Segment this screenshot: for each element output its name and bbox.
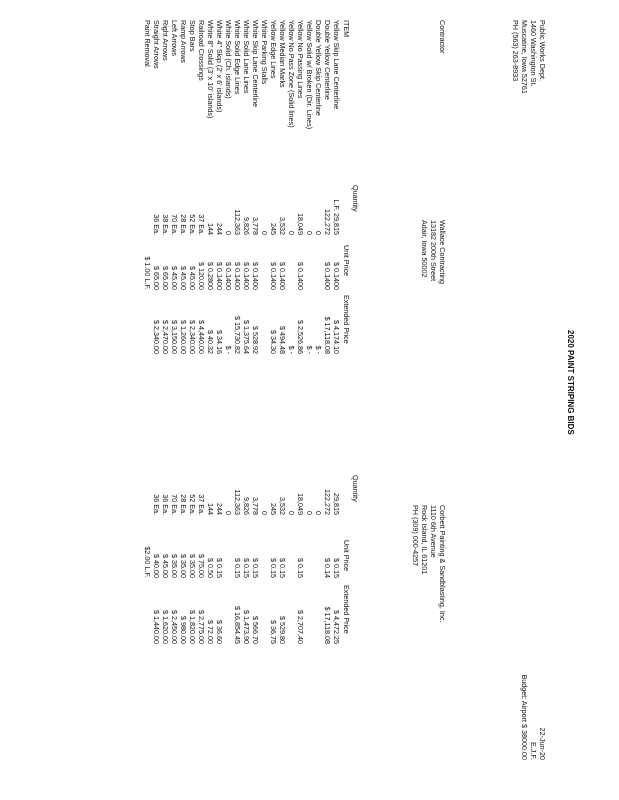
cell-q2: 122,272 xyxy=(323,489,332,515)
cell-up1: $ 0.1400 xyxy=(332,262,341,290)
cell-name: Double Yellow Centerline xyxy=(323,20,332,100)
cell-ep1: $ 34.30 xyxy=(269,330,278,354)
cell-ep2: $ 980.00 xyxy=(179,616,188,644)
agency-line: Muscatine, Iowa 52761 xyxy=(520,20,529,94)
cell-name: Yellow No Pass Zone (Solid lines) xyxy=(287,20,296,128)
cell-name: Yellow Skip Lane Centerline xyxy=(332,20,341,110)
cell-name: White Skip Lane Centerline xyxy=(251,20,260,108)
cell-up2: $ 35.00 xyxy=(188,554,197,578)
header-unit-price-1: Unit Price xyxy=(342,245,351,277)
cell-up1: $ 45.00 xyxy=(170,266,179,290)
cell-q1: 112,363 xyxy=(233,209,242,235)
cell-name: Right Arrows xyxy=(161,20,170,61)
cell-q1: 28 Ea. xyxy=(179,214,188,235)
cell-q1: 36 Ea. xyxy=(152,214,161,235)
cell-q2: 9,826 xyxy=(242,497,251,515)
cell-name: White Solid (Ch. islands) xyxy=(224,20,233,99)
cell-up1: $ 45.00 xyxy=(179,266,188,290)
cell-name: Stop Bars xyxy=(188,20,197,52)
cell-ep1: $ - xyxy=(224,345,233,354)
cell-q2: 52 Ea. xyxy=(188,494,197,515)
cell-ep1: $ 40.32 xyxy=(206,330,215,354)
cell-q2: 36 Ea. xyxy=(152,494,161,515)
table-row xyxy=(188,20,197,660)
cell-name: Paint Removal xyxy=(143,20,152,67)
cell-up1: $ 120.00 xyxy=(197,262,206,290)
agency-line: 1460 Washington St. xyxy=(529,20,538,87)
header-quantity-1: Quantity xyxy=(351,185,360,212)
cell-ep2: $ 1,820.00 xyxy=(188,610,197,644)
cell-ep1: $ 34.16 xyxy=(215,330,224,354)
cell-q2: 36 Ea. xyxy=(161,494,170,515)
cell-ep2: $ 1,440.00 xyxy=(152,610,161,644)
cell-ep2: $ 2,707.40 xyxy=(296,610,305,644)
cell-name: White Solid Edge Lines xyxy=(233,20,242,95)
cell-q2: 244 xyxy=(215,503,224,515)
cell-q1: 18,049 xyxy=(296,213,305,235)
cell-name: Yellow No Passing Lines xyxy=(296,20,305,99)
cell-ep2: $ 2,775.00 xyxy=(197,610,206,644)
cell-q1: 245 xyxy=(269,223,278,235)
cell-q2: 112,363 xyxy=(233,489,242,515)
table-row xyxy=(323,20,332,660)
cell-q2: 0 xyxy=(305,511,314,515)
contractor-2-line: Corbett Painting & Sandblasting, Inc. xyxy=(438,505,447,623)
cell-up2: $ 40.00 xyxy=(152,554,161,578)
cell-name: Yellow Median Marks xyxy=(278,20,287,88)
cell-up2: $ 0.14 xyxy=(323,558,332,578)
table-row xyxy=(287,20,296,660)
cell-q1: 37 Ea. xyxy=(197,214,206,235)
cell-ep2: $ 36.75 xyxy=(269,620,278,644)
table-row xyxy=(332,20,341,660)
cell-ep1: $ 2,340.00 xyxy=(152,320,161,354)
bid-sheet xyxy=(15,20,575,780)
cell-name: Railroad Crossings xyxy=(197,20,206,81)
cell-q1: 244 xyxy=(215,223,224,235)
header-quantity-2: Quantity xyxy=(351,475,360,502)
table-row xyxy=(161,20,170,660)
cell-q1: 0 xyxy=(305,231,314,235)
cell-ep2: $ 529.80 xyxy=(278,616,287,644)
cell-ep1: $ - xyxy=(314,345,323,354)
contractor-label: Contractor xyxy=(438,20,447,54)
cell-name: Ramp Arrows xyxy=(179,20,188,64)
cell-up2: $ 0.15 xyxy=(233,558,242,578)
table-row xyxy=(260,20,269,660)
cell-q1: 0 xyxy=(260,231,269,235)
cell-ep2: $ 566.70 xyxy=(251,616,260,644)
cell-up1: $ 65.00 xyxy=(161,266,170,290)
cell-up1: $ 0.2800 xyxy=(206,262,215,290)
cell-q2: 245 xyxy=(269,503,278,515)
cell-q1: 122,272 xyxy=(323,209,332,235)
table-row xyxy=(314,20,323,660)
cell-q1: 0 xyxy=(314,231,323,235)
cell-q1: 3,778 xyxy=(251,217,260,235)
cell-up2: $ 0.15 xyxy=(296,558,305,578)
cell-name: White 4" Skip (2' x 6' islands) xyxy=(215,20,224,113)
contractor-2-line: PH (309) 000-4257 xyxy=(411,505,420,567)
cell-name: Yellow Edge Lines xyxy=(269,20,278,79)
contractor-2-line: Rock Island, IL 61201 xyxy=(420,505,429,575)
cell-ep1: $ 2,470.00 xyxy=(161,320,170,354)
cell-ep1: $ 1,375.64 xyxy=(242,320,251,354)
cell-up1: $ 0.1400 xyxy=(251,262,260,290)
cell-q2: 70 Ea. xyxy=(170,494,179,515)
cell-ep2: $ 17,118.08 xyxy=(323,606,332,644)
cell-up1: $ 0.1400 xyxy=(323,262,332,290)
cell-up2: $ 35.00 xyxy=(170,554,179,578)
agency-line: Public Works Dept. xyxy=(538,20,547,81)
header-item: ITEM xyxy=(342,20,351,38)
cell-name: Yellow Solid w/ Broken (Dir. Lines) xyxy=(305,20,314,130)
cell-up1: $ 0.1400 xyxy=(224,262,233,290)
cell-q1: 0 xyxy=(224,231,233,235)
cell-q2: 0 xyxy=(260,511,269,515)
cell-ep1: $ - xyxy=(287,345,296,354)
cell-q2: 3,778 xyxy=(251,497,260,515)
header-unit-price-2: Unit Price xyxy=(342,540,351,572)
cell-ep2: $ 1,620.00 xyxy=(161,610,170,644)
cell-ep1: $ 17,118.08 xyxy=(323,316,332,354)
cell-up2: $ 0.15 xyxy=(215,558,224,578)
cell-q2: 0 xyxy=(314,511,323,515)
cell-ep2: $ 4,472.25 xyxy=(332,610,341,644)
cell-ep1: $ 1,260.00 xyxy=(179,320,188,354)
cell-up2: $ 45.00 xyxy=(161,554,170,578)
cell-q2: 144 xyxy=(206,503,215,515)
cell-name: White 8" Solid (3' x 10' islands) xyxy=(206,20,215,119)
table-row xyxy=(215,20,224,660)
bid-date: 22-Jun-20 xyxy=(538,727,547,760)
cell-up2: $ 75.00 xyxy=(197,554,206,578)
contractor-2-line: 1110 6th Avenue xyxy=(429,505,438,558)
cell-up1: $ 0.1400 xyxy=(233,262,242,290)
cell-up1: $ 45.00 xyxy=(188,266,197,290)
cell-q2: 28 Ea. xyxy=(179,494,188,515)
contractor-1-line: Adair, Iowa 50002 xyxy=(420,220,429,278)
cell-q2: 37 Ea. xyxy=(197,494,206,515)
contractor-1-line: Wallace Contracting xyxy=(438,220,447,285)
budget: Budget: Airport $ 38000.00 xyxy=(520,674,529,760)
cell-q1: 70 Ea. xyxy=(170,214,179,235)
table-row xyxy=(206,20,215,660)
cell-up2: $ 35.00 xyxy=(179,554,188,578)
header-extended-price-1: Extended Price xyxy=(342,295,351,344)
cell-ep1: $ 528.92 xyxy=(251,326,260,354)
cell-ep1: $ 3,150.00 xyxy=(170,320,179,354)
cell-up1: $ 65.00 xyxy=(152,266,161,290)
cell-ep1: $ 2,340.00 xyxy=(188,320,197,354)
cell-up2: $ 0.15 xyxy=(242,558,251,578)
cell-q2: 0 xyxy=(224,511,233,515)
cell-q2: 29,815 xyxy=(332,493,341,515)
cell-ep1: $ 494.48 xyxy=(278,326,287,354)
table-row xyxy=(224,20,233,660)
cell-up2: $ 0.50 xyxy=(206,558,215,578)
table-row xyxy=(296,20,305,660)
cell-q2: 18,049 xyxy=(296,493,305,515)
cell-q2: 0 xyxy=(287,511,296,515)
table-row xyxy=(179,20,188,660)
table-row xyxy=(269,20,278,660)
cell-up1: $ 1.00 L.F. xyxy=(143,256,152,290)
cell-ep1: $ 4,174.10 xyxy=(332,320,341,354)
cell-name: Straight Arrows xyxy=(152,20,161,69)
bid-initials: E.J.F. xyxy=(529,742,538,760)
cell-up1: $ 0.1400 xyxy=(269,262,278,290)
table-row xyxy=(233,20,242,660)
table-row xyxy=(278,20,287,660)
table-row xyxy=(170,20,179,660)
cell-up1: $ 0.1400 xyxy=(278,262,287,290)
cell-q1: 3,532 xyxy=(278,217,287,235)
cell-name: White Parking Stalls xyxy=(260,20,269,85)
header-extended-price-2: Extended Price xyxy=(342,585,351,634)
cell-q1: 0 xyxy=(287,231,296,235)
cell-ep2: $ 16,854.45 xyxy=(233,606,242,644)
contractor-1 xyxy=(420,220,447,284)
table-row xyxy=(251,20,260,660)
cell-ep2: $ 2,450.00 xyxy=(170,610,179,644)
cell-up2: $ 0.15 xyxy=(251,558,260,578)
cell-ep1: $ 15,730.82 xyxy=(233,316,242,354)
cell-up1: $ 0.1400 xyxy=(296,262,305,290)
agency-line: PH (563) 263-8933 xyxy=(511,20,520,82)
cell-name: Left Arrows xyxy=(170,20,179,56)
cell-q1: 52 Ea. xyxy=(188,214,197,235)
cell-ep1: $ 2,526.86 xyxy=(296,320,305,354)
cell-ep2: $ 72.00 xyxy=(206,620,215,644)
table-row xyxy=(197,20,206,660)
table-row xyxy=(143,20,152,660)
header-meta xyxy=(520,674,547,760)
cell-name: Double Yellow Skip Centerline xyxy=(314,20,323,116)
cell-up2: $2.00 L.F. xyxy=(143,546,152,578)
contractor-1-line: 13182 200th Street xyxy=(429,220,438,282)
contractor-2 xyxy=(411,505,447,622)
cell-q2: 3,532 xyxy=(278,497,287,515)
cell-q1: 144 xyxy=(206,223,215,235)
cell-q1: 9,826 xyxy=(242,217,251,235)
cell-up1: $ 0.1400 xyxy=(215,262,224,290)
cell-up2: $ 0.15 xyxy=(269,558,278,578)
agency-address xyxy=(511,20,547,94)
table-row xyxy=(152,20,161,660)
page-title: 2020 PAINT STRIPING BIDS xyxy=(566,330,575,435)
cell-q1: 38 Ea. xyxy=(161,214,170,235)
cell-up1: $ 0.1400 xyxy=(242,262,251,290)
table-row xyxy=(242,20,251,660)
cell-up2: $ 0.15 xyxy=(278,558,287,578)
cell-up2: $ 0.15 xyxy=(332,558,341,578)
cell-name: White Solid Lane Lines xyxy=(242,20,251,94)
cell-q1: L.F. 29,815 xyxy=(332,199,341,235)
table-row xyxy=(305,20,314,660)
cell-ep2: $ 1,473.90 xyxy=(242,610,251,644)
cell-ep1: $ - xyxy=(305,345,314,354)
cell-ep2: $ 36.60 xyxy=(215,620,224,644)
cell-ep1: $ 4,440.00 xyxy=(197,320,206,354)
